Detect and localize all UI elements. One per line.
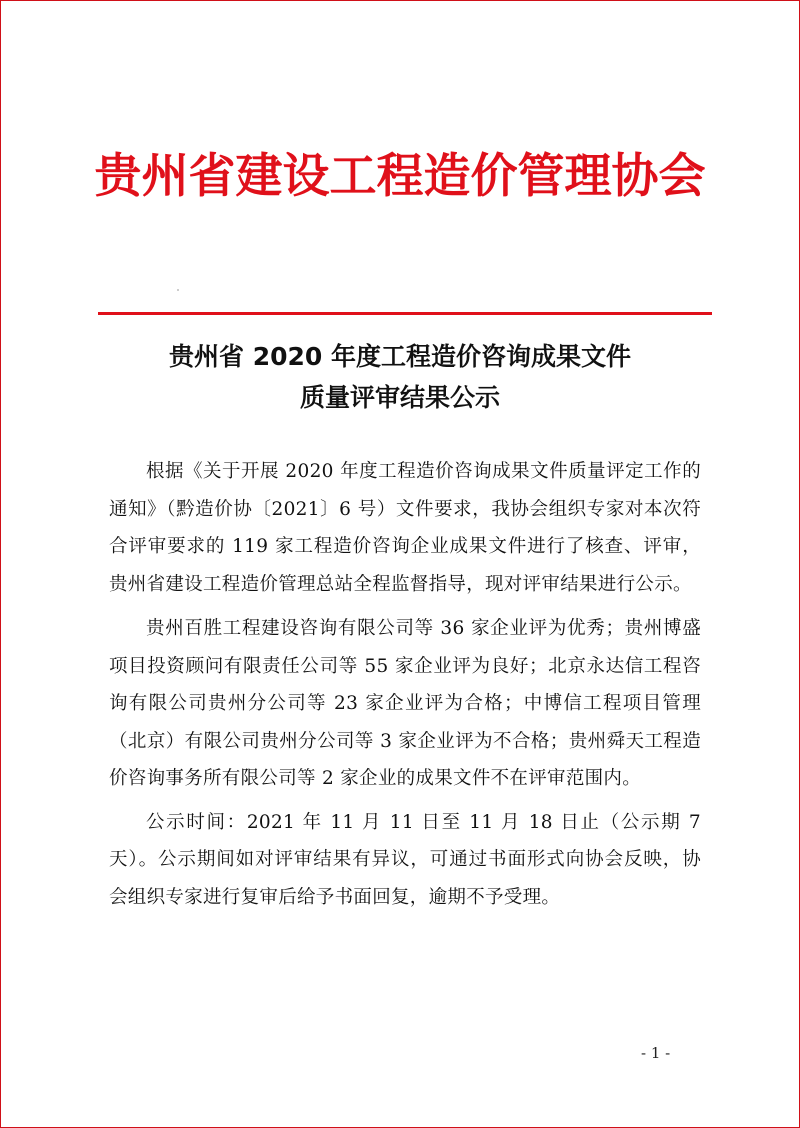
red-divider-line — [98, 312, 712, 315]
body-paragraph: 公示时间：2021 年 11 月 11 日至 11 月 18 日止（公示期 7 天）。公示期间如对评审结果有异议，可通过书面形式向协会反映，协会组织专家进行复审后给予书面回复，逾期不予受理。 — [109, 811, 701, 908]
page-number: - 1 - — [641, 1044, 671, 1062]
body-paragraph: 贵州百胜工程建设咨询有限公司等 36 家企业评为优秀；贵州博盛项目投资顾问有限责任公司等 55 家企业评为良好；北京永达信工程咨询有限公司贵州分公司等 23 家企业评为合格；中博信工程项目管理（北京）有限公司贵州分公司等 3 家企业评为不合格；贵州舜天工程造价咨询事务所有限公司等 2 家企业的成果文件不在评审范围内。 — [109, 618, 701, 789]
scan-speck — [177, 289, 179, 291]
organization-header: 贵州省建设工程造价管理协会 — [94, 149, 706, 204]
document-title-line-1: 贵州省 2020 年度工程造价咨询成果文件 — [169, 342, 631, 371]
body-paragraph: 根据《关于开展 2020 年度工程造价咨询成果文件质量评定工作的通知》（黔造价协〔2021〕6 号）文件要求，我协会组织专家对本次符合评审要求的 119 家工程造价咨询企业成果文件进行了核查、评审，贵州省建设工程造价管理总站全程监督指导，现对评审结果进行公示。 — [109, 461, 701, 595]
document-body — [109, 453, 701, 916]
document-title-line-2: 质量评审结果公示 — [299, 383, 500, 412]
